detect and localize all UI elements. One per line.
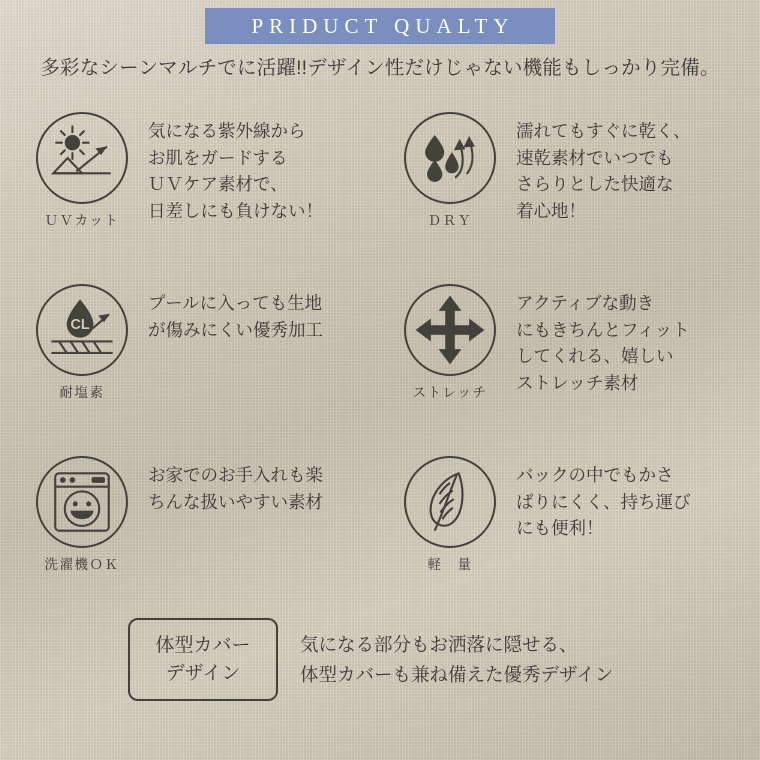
feature-grid <box>0 98 760 614</box>
feather-lightweight-icon <box>404 456 496 548</box>
feature-icon-wrap <box>394 284 506 401</box>
feature-icon-label: ストレッチ <box>412 385 488 400</box>
desc-line: 気になる部分もお洒落に隠せる、 <box>300 633 578 655</box>
feature-item-stretch <box>380 270 760 442</box>
desc-line: プールに入っても生地 <box>148 293 323 313</box>
feature-icon-wrap <box>26 284 138 401</box>
feature-icon-wrap <box>394 112 506 229</box>
feature-item-lightweight <box>380 442 760 614</box>
desc-line: お肌をガードする <box>148 147 288 168</box>
feature-icon-wrap <box>26 456 138 573</box>
page-title-bar <box>205 8 555 44</box>
desc-line: ばりにくく、持ち運び <box>516 491 691 512</box>
desc-line: 濡れてもすぐに乾く、 <box>516 121 691 141</box>
feature-description <box>148 284 323 343</box>
desc-line: さらりとした快適な <box>516 174 674 195</box>
desc-line: 気になる紫外線から <box>148 121 306 141</box>
feature-icon-label: 耐塩素 <box>59 385 105 400</box>
feature-icon-label: 洗濯機ＯＫ <box>44 557 120 572</box>
page-title: PRIDUCT QUALTY <box>251 13 515 38</box>
body-cover-banner <box>0 618 760 701</box>
lead-text: 多彩なシーンマルチでに活躍!!デザイン性だけじゃない機能もしっかり完備。 <box>40 57 720 79</box>
feature-item-chlorine <box>0 270 380 442</box>
washing-machine-icon <box>36 456 128 548</box>
feature-row <box>0 270 760 442</box>
desc-line: アクティブな動き <box>516 293 655 313</box>
feature-description <box>148 112 323 224</box>
feature-icon-wrap <box>394 456 506 573</box>
four-way-arrows-stretch-icon <box>404 284 496 376</box>
desc-line: 日差しにも負けない！ <box>148 200 323 221</box>
desc-line: が傷みにくい優秀加工 <box>148 319 323 340</box>
feature-row <box>0 442 760 614</box>
feature-icon-label: ＵＶカット <box>44 213 120 228</box>
feature-item-uv <box>0 98 380 270</box>
feature-description <box>516 456 691 542</box>
desc-line: ストレッチ素材 <box>516 372 639 393</box>
body-cover-description <box>300 630 613 689</box>
chlorine-resistant-icon <box>36 284 128 376</box>
sun-uv-icon <box>36 112 128 204</box>
body-cover-badge <box>128 618 278 701</box>
desc-line: バックの中でもかさ <box>516 465 674 485</box>
desc-line: 体型カバーも兼ね備えた優秀デザイン <box>300 663 614 685</box>
feature-description <box>516 284 690 396</box>
feature-icon-wrap <box>26 112 138 229</box>
desc-line: 速乾素材でいつでも <box>516 147 674 168</box>
desc-line: ちんな扱いやすい素材 <box>148 491 323 512</box>
desc-line: してくれる、嬉しい <box>516 346 674 367</box>
badge-line: デザイン <box>165 662 241 684</box>
desc-line: にもきちんとフィット <box>516 319 690 340</box>
feature-icon-label: 軽 量 <box>427 557 473 572</box>
feature-row <box>0 98 760 270</box>
desc-line: 着心地！ <box>516 200 586 221</box>
svg-text:CL: CL <box>70 317 90 334</box>
desc-line: ＵＶケア素材で、 <box>148 174 288 195</box>
desc-line: お家でのお手入れも楽 <box>148 465 323 485</box>
desc-line: にも便利！ <box>516 518 604 539</box>
water-drop-dry-icon <box>404 112 496 204</box>
badge-line: 体型カバー <box>155 635 251 656</box>
feature-item-dry <box>380 98 760 270</box>
feature-icon-label: ＤＲＹ <box>427 213 473 228</box>
feature-description <box>516 112 691 224</box>
feature-item-washable <box>0 442 380 614</box>
feature-description <box>148 456 323 515</box>
